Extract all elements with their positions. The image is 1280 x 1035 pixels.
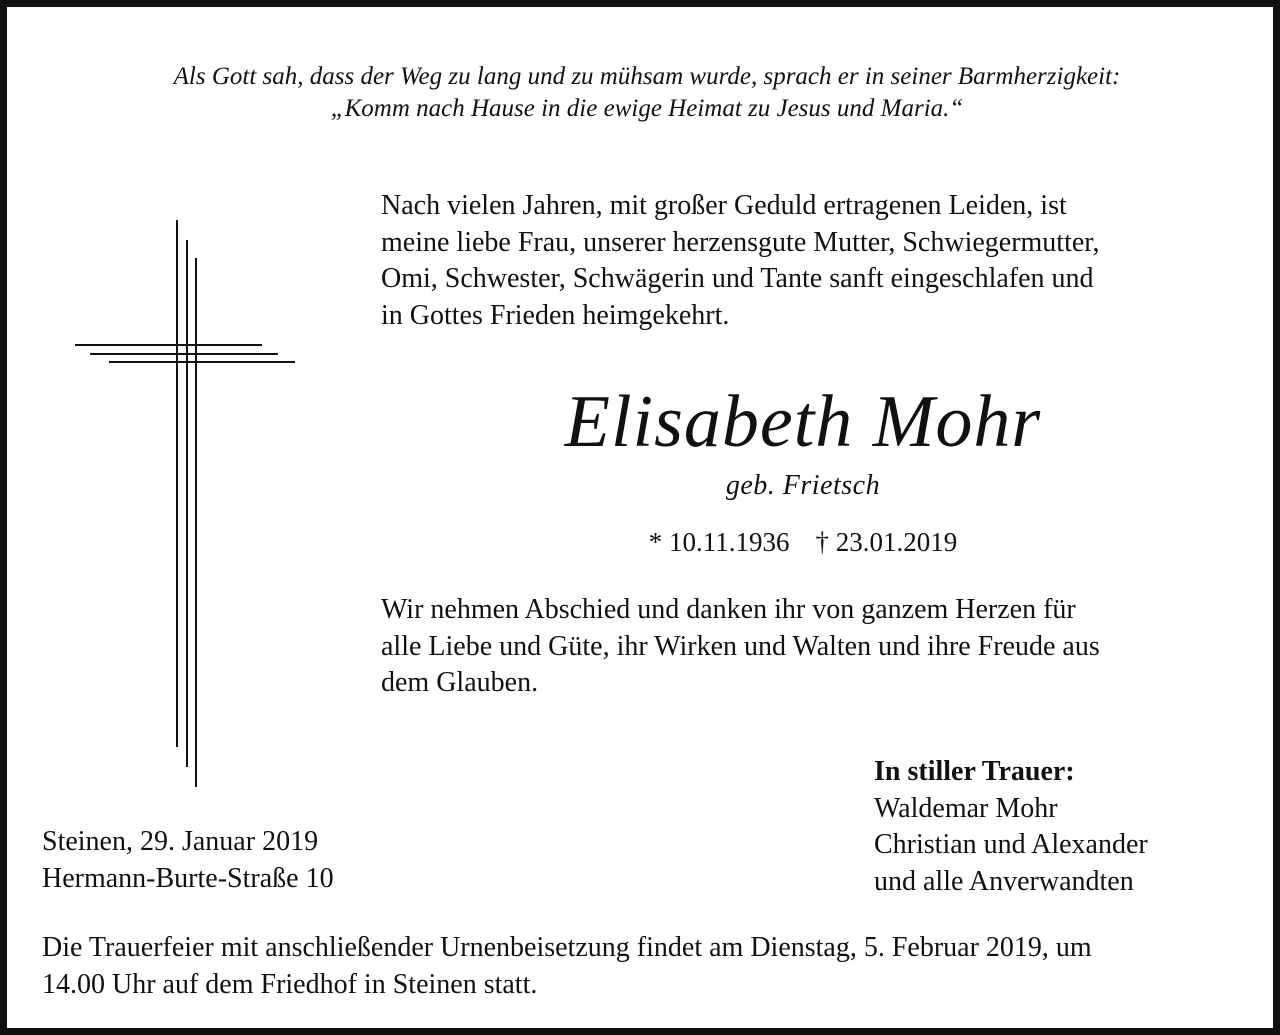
mourners-heading: In stiller Trauer: <box>874 756 1075 787</box>
life-dates <box>381 524 1225 560</box>
intro-line: Omi, Schwester, Schwägerin und Tante sanft eingeschlafen und <box>381 263 1094 294</box>
farewell-text <box>381 592 1241 702</box>
funeral-notice <box>42 929 1092 1003</box>
cross-icon <box>67 212 307 792</box>
intro-line: Nach vielen Jahren, mit großer Geduld ertragenen Leiden, ist <box>381 190 1067 221</box>
mourners-block <box>874 754 1148 900</box>
mourner-name: Waldemar Mohr <box>874 792 1058 824</box>
motto-line-2: „Komm nach Hause in die ewige Heimat zu Jesus und Maria.“ <box>330 95 964 122</box>
farewell-line: dem Glauben. <box>381 667 539 698</box>
funeral-line: 14.00 Uhr auf dem Friedhof in Steinen statt. <box>42 969 538 1000</box>
intro-line: in Gottes Frieden heimgekehrt. <box>381 299 730 331</box>
funeral-line: Die Trauerfeier mit anschließender Urnenbeisetzung findet am Dienstag, 5. Februar 2019, um <box>42 932 1092 963</box>
place-date-block <box>42 824 334 897</box>
intro-text <box>381 188 1241 334</box>
farewell-line: alle Liebe und Güte, ihr Wirken und Walten und ihre Freude aus <box>381 630 1100 662</box>
farewell-line: Wir nehmen Abschied und danken ihr von ganzem Herzen für <box>381 594 1076 625</box>
address: Hermann-Burte-Straße 10 <box>42 862 334 894</box>
deceased-name: Elisabeth Mohr <box>564 381 1042 463</box>
motto-line-1: Als Gott sah, dass der Weg zu lang und zu mühsam wurde, sprach er in seiner Barmherzigkeit: <box>173 63 1121 90</box>
intro-line: meine liebe Frau, unserer herzensgute Mutter, Schwiegermutter, <box>381 226 1100 258</box>
place-date: Steinen, 29. Januar 2019 <box>42 826 319 857</box>
death-date: † 23.01.2019 <box>815 527 958 557</box>
maiden-name: geb. Frietsch <box>725 470 881 501</box>
birth-date: * 10.11.1936 <box>648 527 790 557</box>
mourner-name: und alle Anverwandten <box>874 865 1134 897</box>
mourner-name: Christian und Alexander <box>874 829 1148 860</box>
